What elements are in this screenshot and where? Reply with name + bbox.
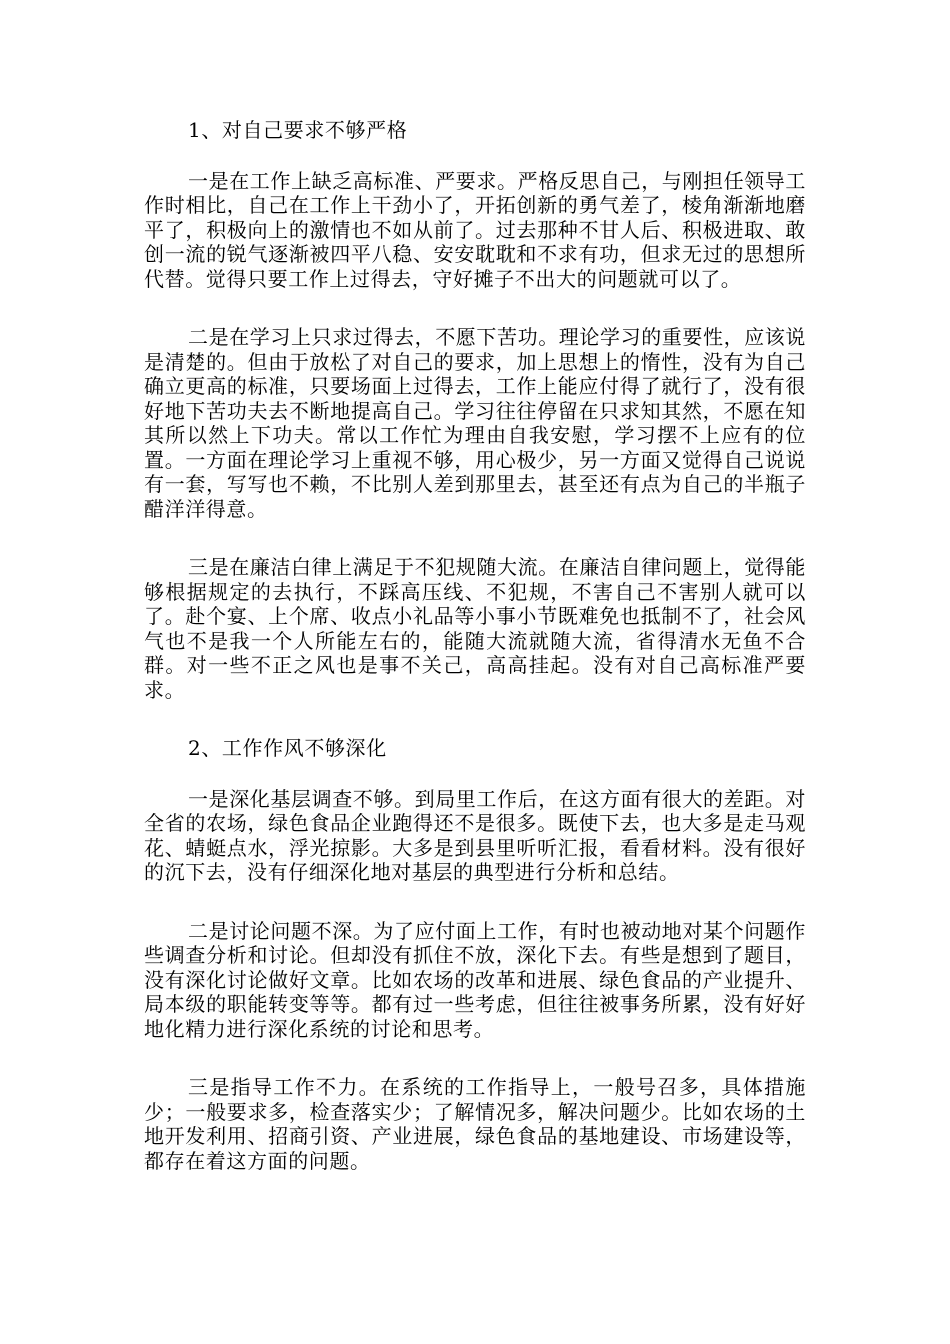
paragraph: 二是讨论问题不深。为了应付面上工作，有时也被动地对某个问题作些调查分析和讨论。但却没有抓住不放，深化下去。有些是想到了题目，没有深化讨论做好文章。比如农场的改革和进展、绿色食品的产业提升、局本级的职能转变等等。都有过一些考虑，但往往被事务所累，没有好好地化精力进行深化系统的讨论和思考。 (144, 918, 806, 1041)
paragraph: 一是深化基层调查不够。到局里工作后，在这方面有很大的差距。对全省的农场，绿色食品企业跑得还不是很多。既使下去，也大多是走马观花、蜻蜓点水，浮光掠影。大多是到县里听听汇报，看看材料。没有很好的沉下去，没有仔细深化地对基层的典型进行分析和总结。 (144, 786, 806, 884)
section-2 (144, 736, 806, 1173)
paragraph: 三是指导工作不力。在系统的工作指导上，一般号召多，具体措施少；一般要求多，检查落实少；了解情况多，解决问题少。比如农场的土地开发利用、招商引资、产业进展，绿色食品的基地建设、市场建设等，都存在着这方面的问题。 (144, 1075, 806, 1173)
section-heading: 1、对自己要求不够严格 (188, 118, 408, 142)
section-heading: 2、工作作风不够深化 (188, 736, 387, 760)
paragraph: 二是在学习上只求过得去，不愿下苦功。理论学习的重要性，应该说是清楚的。但由于放松了对自己的要求，加上思想上的惰性，没有为自己确立更高的标准，只要场面上过得去，工作上能应付得了就行了，没有很好地下苦功夫去不断地提高自己。学习往往停留在只求知其然，不愿在知其所以然上下功夫。常以工作忙为理由自我安慰，学习摆不上应有的位置。一方面在理论学习上重视不够，用心极少，另一方面又觉得自己说说有一套，写写也不赖，不比别人差到那里去，甚至还有点为自己的半瓶子醋洋洋得意。 (144, 325, 806, 521)
paragraph: 三是在廉洁白律上满足于不犯规随大流。在廉洁自律问题上，觉得能够根据规定的去执行，不踩高压线、不犯规，不害自己不害别人就可以了。赴个宴、上个席、收点小礼品等小事小节既难免也抵制不了，社会风气也不是我一个人所能左右的，能随大流就随大流，省得清水无鱼不合群。对一些不正之风也是事不关己，高高挂起。没有对自己高标准严要求。 (144, 555, 806, 702)
document-page (144, 118, 806, 1173)
paragraph: 一是在工作上缺乏高标准、严要求。严格反思自己，与刚担任领导工作时相比，自己在工作上干劲小了，开拓创新的勇气差了，棱角渐渐地磨平了，积极向上的激情也不如从前了。过去那种不甘人后、积极进取、敢创一流的锐气逐渐被四平八稳、安安耽耽和不求有功，但求无过的思想所代替。觉得只要工作上过得去，守好摊子不出大的问题就可以了。 (144, 168, 806, 291)
section-1 (144, 118, 806, 702)
